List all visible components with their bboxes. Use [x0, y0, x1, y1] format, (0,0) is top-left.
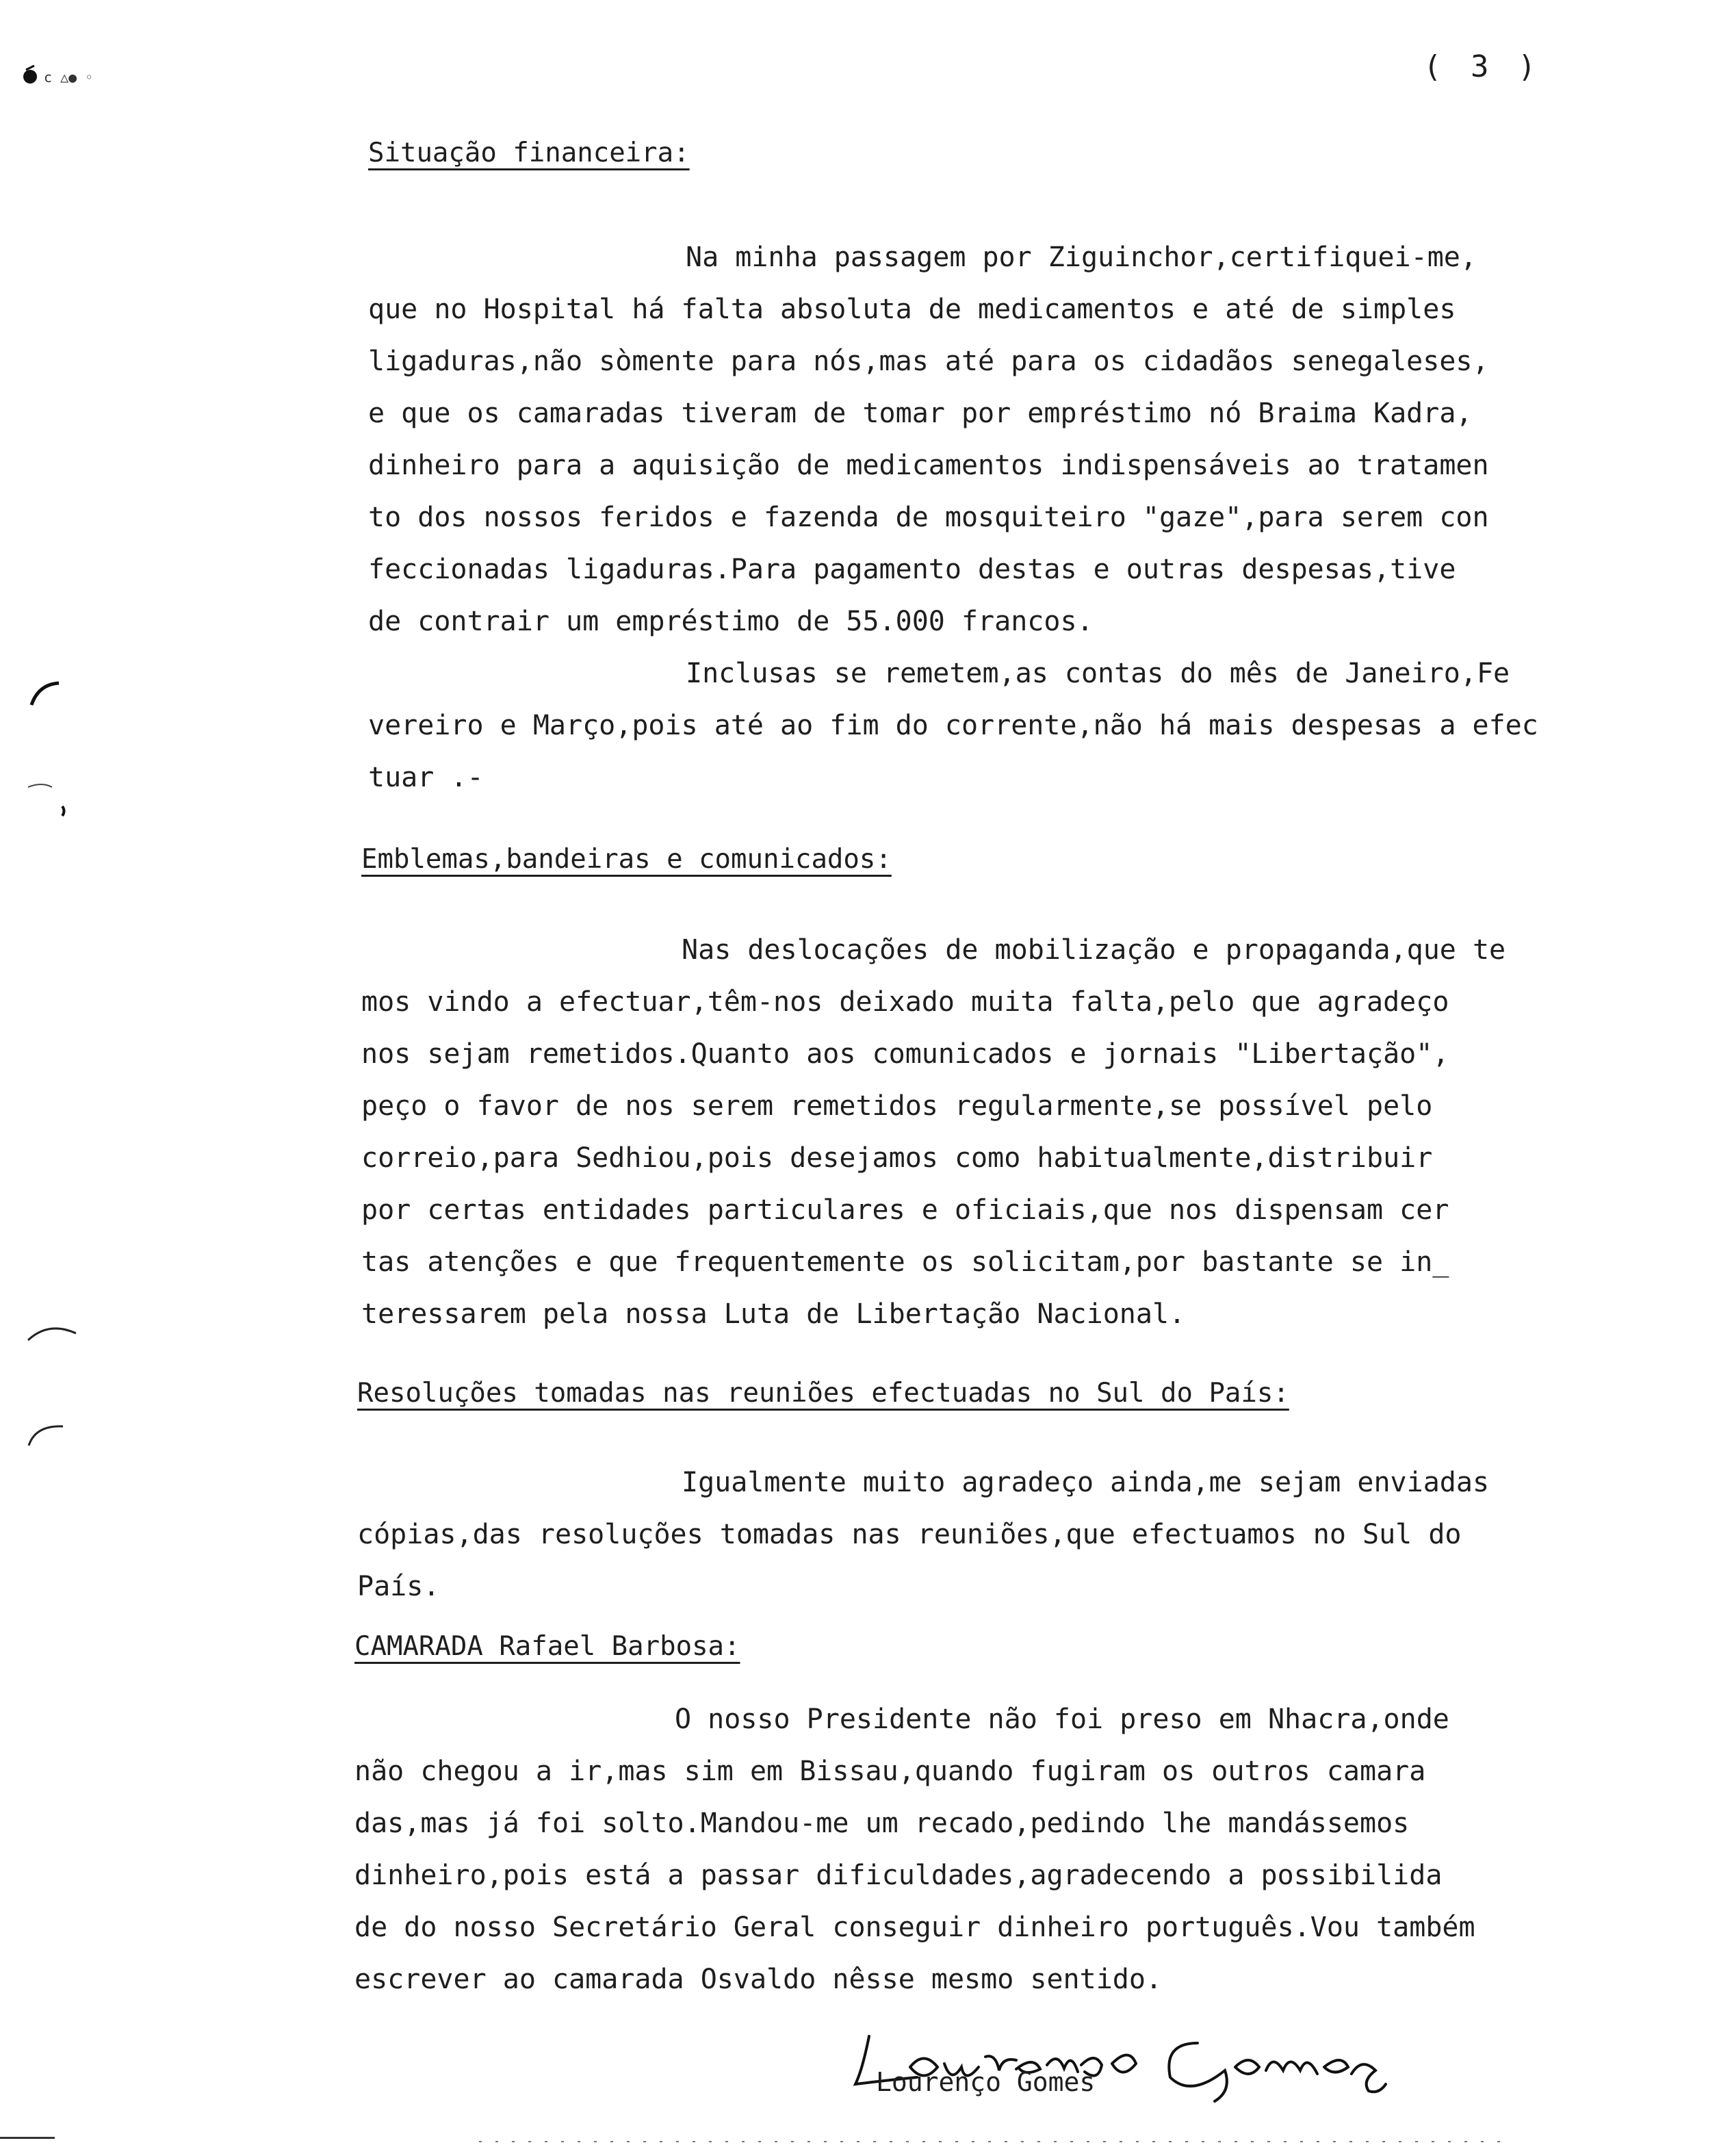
text-line: Inclusas se remetem,as contas do mês de Janeiro,Fe [686, 658, 1510, 689]
text-line: não chegou a ir,mas sim em Bissau,quando fugiram os outros camara [354, 1756, 1426, 1787]
text-line: escrever ao camarada Osvaldo nêsse mesmo sentido. [354, 1964, 1163, 1995]
footer-dots [479, 2141, 1505, 2142]
text-line: tas atenções e que frequentemente os solicitam,por bastante se in_ [361, 1246, 1449, 1278]
section-heading-financial: Situação financeira: [368, 138, 690, 168]
section-heading-resolutions: Resoluções tomadas nas reuniões efectuadas no Sul do País: [357, 1378, 1289, 1409]
text-line: País. [357, 1571, 440, 1602]
text-line: de contrair um empréstimo de 55.000 francos. [368, 606, 1094, 637]
text-line: Nas deslocações de mobilização e propaganda,que te [682, 934, 1506, 966]
text-line: dinheiro,pois está a passar dificuldades,agradecendo a possibilida [354, 1860, 1443, 1891]
typed-signature: Lourenço Gomes [876, 2067, 1096, 2097]
text-line: correio,para Sedhiou,pois desejamos como habitualmente,distribuir [361, 1142, 1433, 1174]
text-line: to dos nossos feridos e fazenda de mosquiteiro "gaze",para serem con [368, 502, 1489, 533]
text-line: dinheiro para a aquisição de medicamentos indispensáveis ao tratamen [368, 450, 1489, 481]
page-number: ( 3 ) [1423, 49, 1542, 84]
text-line: peço o favor de nos serem remetidos regularmente,se possível pelo [361, 1090, 1433, 1122]
text-line: feccionadas ligaduras.Para pagamento destas e outras despesas,tive [368, 554, 1456, 585]
text-line: de do nosso Secretário Geral conseguir dinheiro português.Vou também [354, 1912, 1475, 1943]
text-line: Igualmente muito agradeço ainda,me sejam enviadas [682, 1467, 1490, 1498]
text-line: das,mas já foi solto.Mandou-me um recado,pedindo lhe mandássemos [354, 1808, 1410, 1839]
text-line: nos sejam remetidos.Quanto aos comunicados e jornais "Libertação", [361, 1038, 1449, 1070]
text-line: e que os camaradas tiveram de tomar por empréstimo nó Braima Kadra, [368, 398, 1473, 429]
svg-text:c △● ◦: c △● ◦ [44, 69, 94, 86]
text-line: cópias,das resoluções tomadas nas reuniões,que efectuamos no Sul do [357, 1519, 1462, 1550]
text-line: ligaduras,não sòmente para nós,mas até para os cidadãos senegaleses, [368, 346, 1489, 377]
section-heading-emblems: Emblemas,bandeiras e comunicados: [361, 844, 892, 875]
footer-rule [0, 2137, 55, 2139]
text-line: mos vindo a efectuar,têm-nos deixado muita falta,pelo que agradeço [361, 986, 1449, 1018]
section-heading-rafael-barbosa: CAMARADA Rafael Barbosa: [354, 1631, 740, 1662]
margin-mark [25, 780, 73, 824]
stamp-mark [21, 63, 171, 93]
text-line: teressarem pela nossa Luta de Libertação Nacional. [361, 1298, 1186, 1330]
text-line: O nosso Presidente não foi preso em Nhacra,onde [675, 1704, 1449, 1735]
text-line: que no Hospital há falta absoluta de medicamentos e até de simples [368, 294, 1456, 325]
margin-mark [25, 1318, 79, 1348]
text-line: Na minha passagem por Ziguinchor,certifiquei-me, [686, 242, 1477, 273]
text-line: vereiro e Março,pois até ao fim do corrente,não há mais despesas a efec [368, 710, 1538, 741]
margin-mark [22, 1418, 77, 1455]
text-line: por certas entidades particulares e oficiais,que nos dispensam cer [361, 1194, 1449, 1226]
text-line: tuar .- [368, 762, 484, 793]
margin-mark [25, 678, 66, 715]
